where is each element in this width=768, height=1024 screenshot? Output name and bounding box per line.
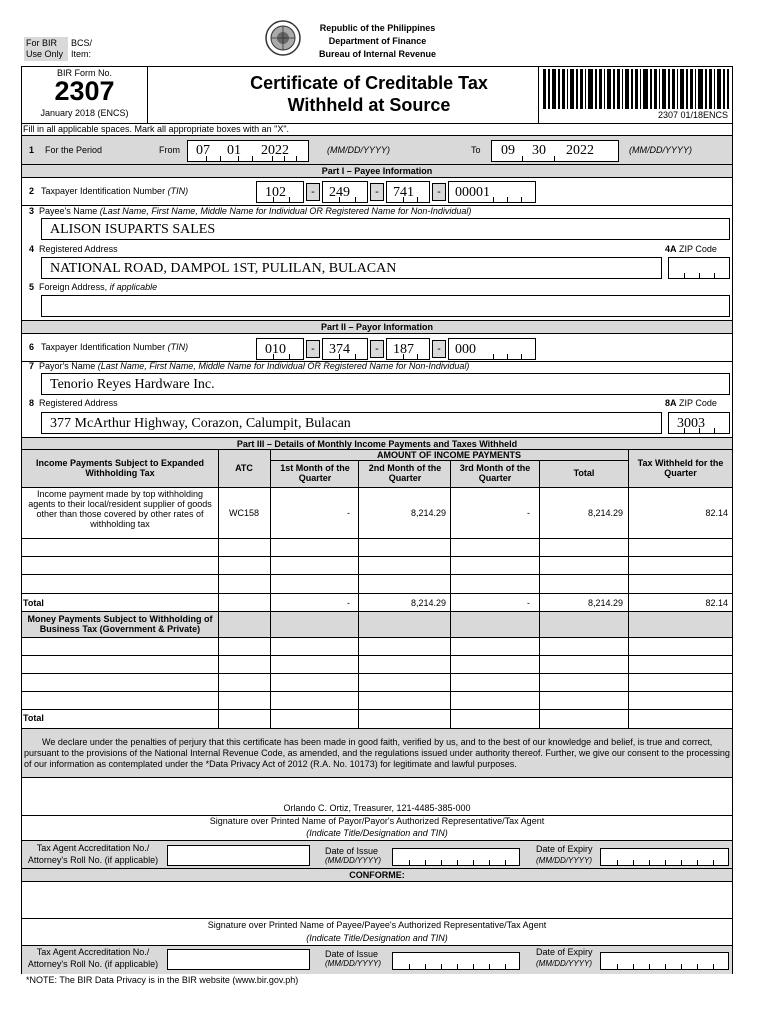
total-m3: -: [527, 598, 530, 608]
barcode-caption: 2307 01/18ENCS: [657, 110, 728, 120]
payor-tin-sep-3: -: [432, 340, 446, 358]
total-label: Total: [23, 598, 44, 608]
conforme-title: CONFORME:: [349, 870, 405, 880]
republic-text: Republic of the Philippines: [319, 23, 436, 33]
part1-title-bar: [22, 164, 732, 178]
item-text: Item:: [71, 49, 92, 59]
payee-issue-label: Date of Issue (MM/DD/YYYY): [325, 949, 381, 968]
from-label: From: [159, 145, 180, 155]
title-line-1: Certificate of Creditable Tax: [250, 73, 488, 93]
payor-address-field[interactable]: 377 McArthur Highway, Corazon, Calumpit, Bulacan: [41, 412, 662, 434]
payor-name-label: 7 Payor's Name (Last Name, First Name, Middle Name for Individual OR Registered Name for Non-Individual): [29, 361, 470, 371]
payee-tin-sep-1: -: [306, 183, 320, 201]
payor-tin-sep-2: -: [370, 340, 384, 358]
department-text: Department of Finance: [328, 36, 427, 46]
period-item-number: 1: [29, 145, 35, 155]
payor-tin-sep-1: -: [306, 340, 320, 358]
payor-agent-field[interactable]: [167, 845, 310, 866]
col-m1-header: 1st Month of the Quarter: [280, 463, 350, 483]
payor-signature-caption: Signature over Printed Name of Payor/Payor's Authorized Representative/Tax Agent: [209, 816, 545, 826]
to-day: 30: [532, 143, 546, 158]
col-m3-header: 3rd Month of the Quarter: [459, 463, 531, 483]
barcode: [543, 69, 729, 109]
total-m1: -: [347, 598, 350, 608]
bir-seal-logo: [265, 20, 301, 56]
payee-expiry-label: Date of Expiry (MM/DD/YYYY): [536, 947, 593, 968]
payor-zip-label: 8A ZIP Code: [665, 398, 717, 408]
payee-address-field[interactable]: NATIONAL ROAD, DAMPOL 1ST, PULILAN, BULACAN: [41, 257, 662, 279]
payee-signature-caption-2: (Indicate Title/Designation and TIN): [306, 933, 448, 943]
col-income-header: Income Payments Subject to Expanded Withholding Tax: [35, 458, 205, 478]
payee-tin-sep-3: -: [432, 183, 446, 201]
payee-address-label: 4 Registered Address: [29, 244, 118, 254]
payee-agent-label: Tax Agent Accreditation No./ Attorney's Roll No. (if applicable): [27, 947, 159, 969]
payor-zip-field[interactable]: 3003: [668, 412, 730, 434]
form-date: January 2018 (ENCS): [40, 108, 129, 118]
payee-zip-field[interactable]: [668, 257, 730, 279]
payee-zip-label: 4A ZIP Code: [665, 244, 717, 254]
payor-signatory-name: Orlando C. Ortiz, Treasurer, 121-4485-385-000: [283, 803, 471, 813]
payor-tin-1[interactable]: 010: [256, 338, 304, 360]
privacy-note: *NOTE: The BIR Data Privacy is in the BIR website (www.bir.gov.ph): [26, 975, 299, 985]
total-m2: 8,214.29: [410, 598, 446, 608]
payee-signature-caption: Signature over Printed Name of Payee/Payee's Authorized Representative/Tax Agent: [207, 920, 547, 930]
to-date-field[interactable]: [491, 140, 619, 162]
payor-issue-label: Date of Issue (MM/DD/YYYY): [325, 846, 381, 865]
payor-tin-label: Taxpayer Identification Number (TIN): [41, 342, 189, 352]
payor-address-label: 8 Registered Address: [29, 398, 118, 408]
from-year: 2022: [261, 143, 289, 158]
payee-name-field[interactable]: ALISON ISUPARTS SALES: [41, 218, 730, 240]
row1-m2: 8,214.29: [410, 508, 446, 518]
instructions-text: Fill in all applicable spaces. Mark all appropriate boxes with an "X".: [23, 124, 290, 134]
payee-tin-sep-2: -: [370, 183, 384, 201]
payor-agent-label: Tax Agent Accreditation No./ Attorney's Roll No. (if applicable): [27, 843, 159, 865]
to-date-format: (MM/DD/YYYY): [629, 145, 692, 155]
payor-expiry-label: Date of Expiry (MM/DD/YYYY): [536, 844, 593, 865]
payee-tin-number: 2: [29, 186, 35, 196]
payee-tin-3[interactable]: 741: [386, 181, 430, 203]
payor-tin-2[interactable]: 374: [322, 338, 368, 360]
total-withheld: 82.14: [705, 598, 728, 608]
title-line-2: Withheld at Source: [287, 95, 451, 115]
payee-agent-field[interactable]: [167, 949, 310, 970]
payee-name-label: 3 Payee's Name (Last Name, First Name, Middle Name for Individual OR Registered Name for Non-Individual): [29, 206, 472, 216]
part2-title-bar: [22, 320, 732, 334]
to-month: 09: [501, 143, 515, 158]
bir-use-only-label: [26, 38, 63, 60]
row1-total: 8,214.29: [587, 508, 623, 518]
to-year: 2022: [566, 143, 594, 158]
payor-expiry-date[interactable]: [600, 848, 729, 866]
payee-tin-branch[interactable]: 00001: [448, 181, 536, 203]
from-date-field[interactable]: [187, 140, 309, 162]
col-amount-header: AMOUNT OF INCOME PAYMENTS: [376, 450, 521, 460]
declaration-text: We declare under the penalties of perjury that this certificate has been made in good faith, verified by us, and to the best of our knowledge and belief, is true and correct, pursuant to the provisions of the National Internal Revenue Code, as amended, and the regulations issued under authority thereof. Further, we give our consent to the processing of our information as contemplated under the *Data Privacy Act of 2012 (R.A. No. 10173) for legitimate and lawful purposes.: [24, 737, 730, 769]
to-label: To: [471, 145, 481, 155]
payor-tin-branch[interactable]: 000: [448, 338, 536, 360]
col-withheld-header: Tax Withheld for the Quarter: [637, 458, 724, 478]
part1-title: Part I – Payee Information: [321, 166, 433, 176]
conforme-bar: [22, 868, 732, 882]
payor-issue-date[interactable]: [392, 848, 520, 866]
row1-atc: WC158: [228, 508, 259, 518]
part3-title: Part III – Details of Monthly Income Payments and Taxes Withheld: [236, 439, 518, 449]
period-label: For the Period: [45, 145, 103, 155]
bcs-item-label: [71, 38, 92, 60]
bcs-text: BCS/: [71, 38, 93, 48]
col-total-header: Total: [573, 468, 595, 478]
row1-m3: -: [527, 508, 530, 518]
payee-issue-date[interactable]: [392, 952, 520, 970]
row1-withheld: 82.14: [705, 508, 728, 518]
row1-description: Income payment made by top withholding agents to their local/resident supplier of goods other than those covered by other rates of withholding tax: [28, 489, 212, 529]
payee-expiry-date[interactable]: [600, 952, 729, 970]
agency-header: [310, 22, 445, 61]
use-only-text: Use Only: [26, 49, 64, 59]
from-month: 07: [196, 143, 210, 158]
foreign-address-label: 5 Foreign Address, if applicable: [29, 282, 158, 292]
for-bir-text: For BIR: [26, 38, 58, 48]
foreign-address-field[interactable]: [41, 295, 730, 317]
payor-tin-3[interactable]: 187: [386, 338, 430, 360]
bureau-text: Bureau of Internal Revenue: [318, 49, 437, 59]
payee-tin-label: Taxpayer Identification Number (TIN): [41, 186, 189, 196]
form-title: [150, 72, 588, 116]
payee-tin-1[interactable]: 102: [256, 181, 304, 203]
form-number: 2307: [54, 76, 115, 106]
from-date-format: (MM/DD/YYYY): [327, 145, 390, 155]
form-no-label: BIR Form No.: [56, 68, 112, 78]
money-payments-label: Money Payments Subject to Withholding of Business Tax (Government & Private): [27, 614, 213, 634]
payor-tin-number: 6: [29, 342, 35, 352]
payor-name-field[interactable]: Tenorio Reyes Hardware Inc.: [41, 373, 730, 395]
col-atc-header: ATC: [235, 463, 253, 473]
from-day: 01: [227, 143, 241, 158]
row1-m1: -: [347, 508, 350, 518]
total2-label: Total: [23, 713, 44, 723]
payor-signature-caption-2: (Indicate Title/Designation and TIN): [306, 828, 448, 838]
payee-tin-2[interactable]: 249: [322, 181, 368, 203]
part2-title: Part II – Payor Information: [320, 322, 434, 332]
col-m2-header: 2nd Month of the Quarter: [368, 463, 442, 483]
total-total: 8,214.29: [587, 598, 623, 608]
